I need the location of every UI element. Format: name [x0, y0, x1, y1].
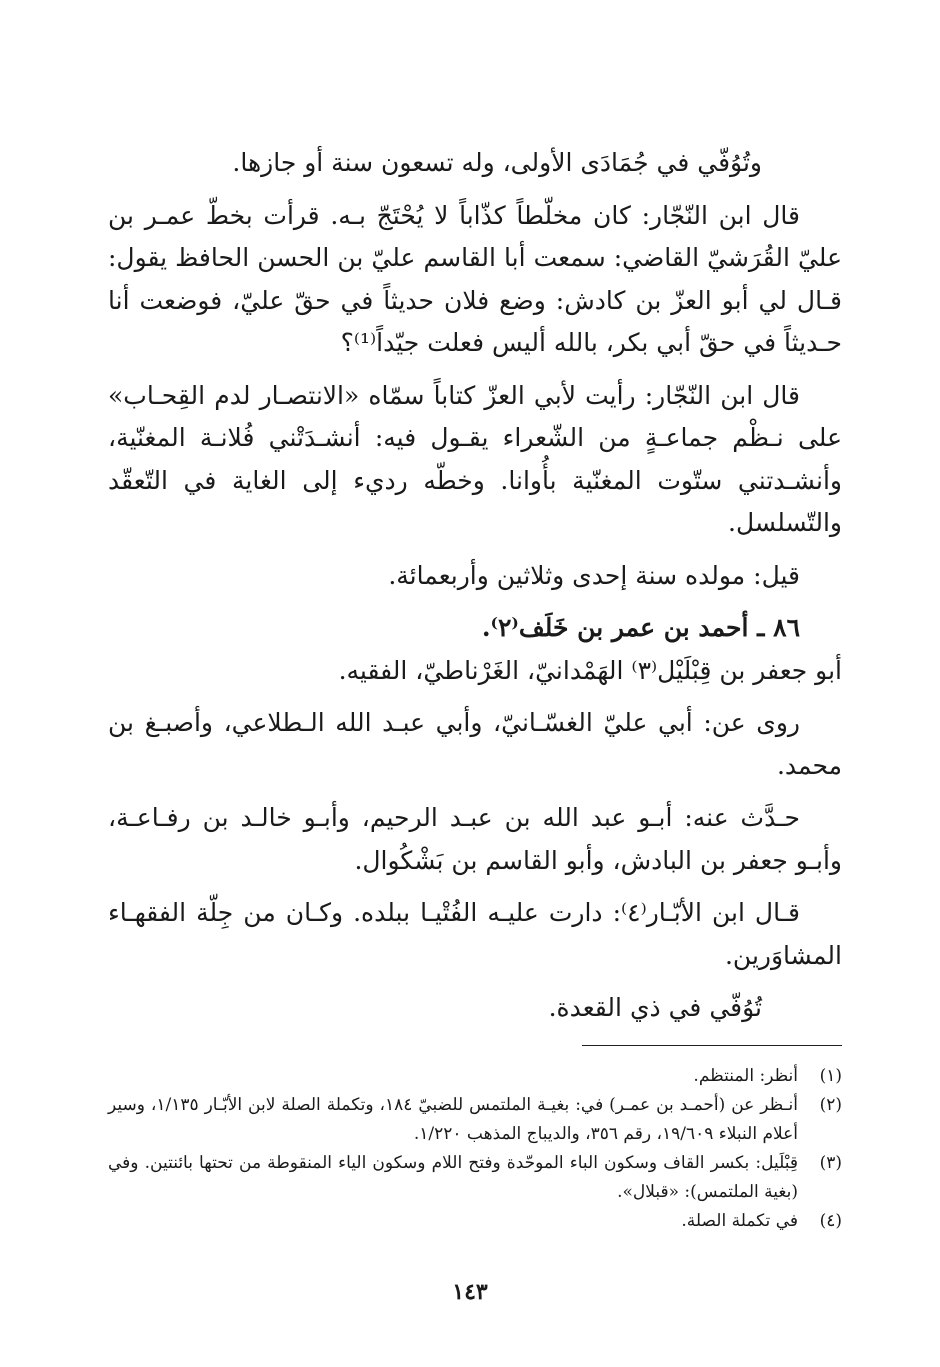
footnotes: [108, 1062, 842, 1236]
footnote-4: [108, 1207, 842, 1236]
paragraph-birth: قيل: مولده سنة إحدى وثلاثين وأربعمائة.: [388, 560, 800, 590]
footnote-separator: [582, 1045, 842, 1046]
paragraph-book-mention: قال ابن النّجّار: رأيت لأبي العزّ كتاباً سمّاه «الانتصـار لدم القِحـاب» على نـظْم جماعـةٍ من الشّعراء يقـول فيه: أنشـدَتْني فُلانـة المغنّية، وأنشـدتني ستّوت المغنّية بأُوانا. وخطّه رديء إلى الغاية في التّعقّد والتّسلسل.: [108, 380, 842, 537]
footnote-number: (١): [819, 1066, 842, 1086]
paragraph-ibn-abbar: قـال ابن الأبّـار⁽٤⁾: دارت عليـه الفُتْيـا ببلده. وكـان من جِلّة الفقهـاء المشاوَرين.: [108, 898, 842, 970]
paragraph-narrated-from: روى عن: أبي عليّ الغسّـانيّ، وأبي عبـد الله الـطلاعي، وأصبـغ بن محمد.: [108, 708, 842, 780]
footnote-2: [108, 1091, 842, 1149]
footnote-text: أنظر: المنتظم.: [693, 1066, 798, 1086]
page-number: ١٤٣: [452, 1279, 488, 1305]
footnote-3: [108, 1149, 842, 1207]
paragraph-death-date: تُوُفّي في ذي القعدة.: [548, 993, 762, 1022]
footnote-text: قِبْلَيل: بكسر القاف وسكون الباء الموحّدة وفتح اللام وسكون الياء المنقوطة من تحتها بائنتين. وفي (بغية الملتمس): «قبلال».: [108, 1153, 798, 1202]
entry-heading: ٨٦ ـ أحمد بن عمر بن خَلَف⁽٢⁾.: [481, 613, 800, 642]
footnote-number: (٣): [819, 1153, 842, 1173]
footnote-number: (٤): [819, 1211, 842, 1231]
entry-subtitle: أبو جعفر بن قِبْلَيْل⁽٣⁾ الهَمْدانيّ، الغَرْناطيّ، الفقيه.: [338, 655, 842, 685]
footnote-1: [108, 1062, 842, 1091]
main-text: [108, 142, 842, 1040]
footnote-text: في تكملة الصلة.: [681, 1211, 798, 1231]
footnote-text: أنـظر عن (أحمـد بن عمـر) في: بغيـة الملتمس للضبيّ ١٨٤، وتكملة الصلة لابن الأبّـار ١/١٣٥، وسير أعلام النبلاء ١٩/٦٠٩، رقم ٣٥٦، والديباج المذهب ١/٢٢٠.: [108, 1095, 798, 1144]
paragraph-death: وتُوُفّي في جُمَادَى الأولى، وله تسعون سنة أو جازها.: [232, 148, 762, 177]
paragraph-ibn-najjar-quote: قال ابن النّجّار: كان مخلّطاً كذّاباً لا يُحْتَجّ بـه. قرأت بخطّ عمـر بن عليّ القُرَشيّ القاضي: سمعت أبا القاسم عليّ بن الحسن الحافظ يقول: قـال لي أبو العزّ بن كادش: وضع فلان حديثاً في حقّ عليّ، فوضعت أنا حـديثاً في حقّ أبي بكر، بالله أليس فعلت جيّداً⁽¹⁾؟: [108, 200, 842, 357]
footnote-number: (٢): [819, 1095, 842, 1115]
paragraph-narrated-by: حـدَّث عنه: أبـو عبد الله بن عبـد الرحيم، وأبـو خالـد بن رفـاعـة، وأبـو جعفر بن البادش، وأبو القاسم بن بَشْكُوال.: [108, 803, 842, 875]
